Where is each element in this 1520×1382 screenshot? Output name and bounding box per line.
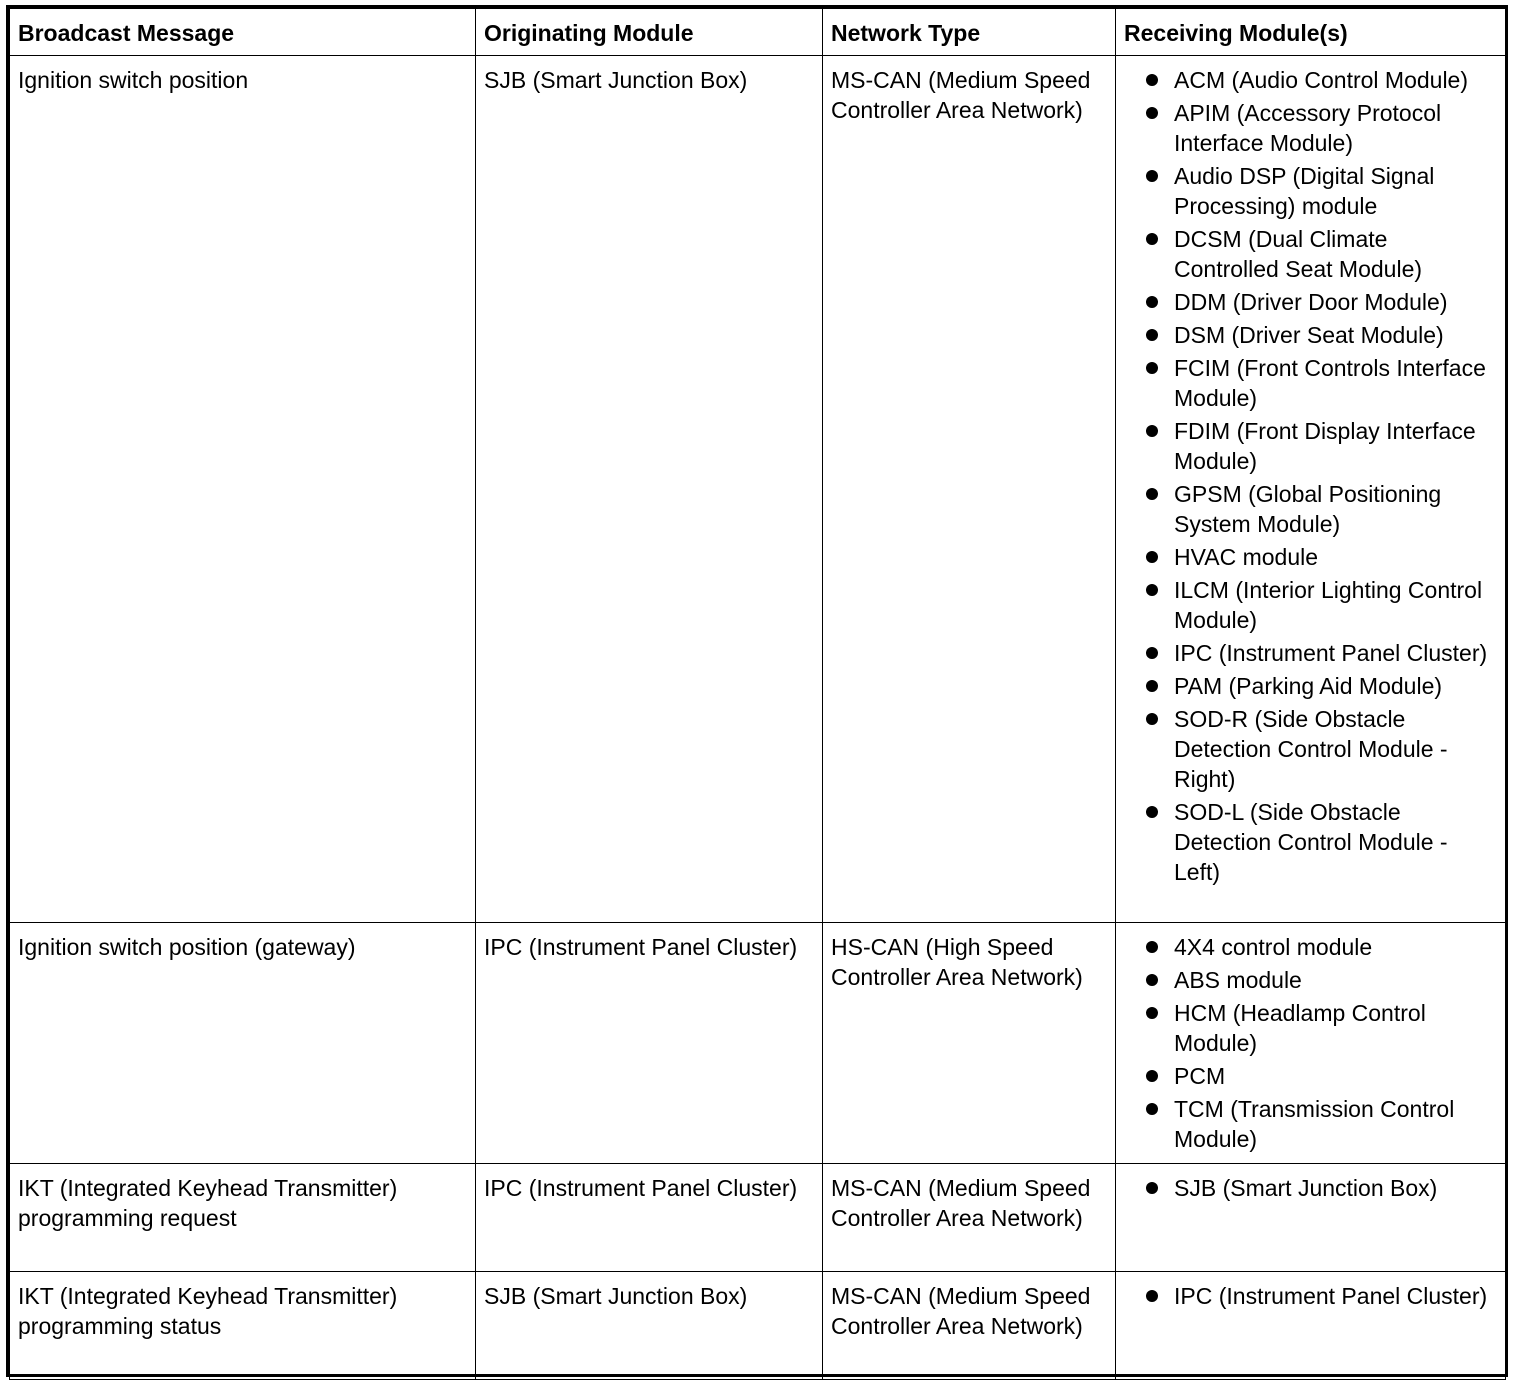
bullet-icon — [1146, 170, 1158, 182]
bullet-icon — [1146, 74, 1158, 86]
bullet-icon — [1146, 680, 1158, 692]
receiving-module-item — [1124, 575, 1497, 635]
network-type-cell: HS-CAN (High Speed Controller Area Network) — [823, 923, 1116, 1164]
receiving-module-item — [1124, 479, 1497, 539]
bullet-icon — [1146, 647, 1158, 659]
originating-module-cell: SJB (Smart Junction Box) — [476, 56, 823, 923]
broadcast-message-cell: Ignition switch position (gateway) — [10, 923, 476, 1164]
receiving-module-label: HVAC module — [1174, 544, 1319, 570]
receiving-module-label: DDM (Driver Door Module) — [1174, 289, 1448, 315]
receiving-module-label: Audio DSP (Digital Signal Processing) module — [1174, 163, 1435, 219]
receiving-module-item — [1124, 965, 1497, 995]
bullet-icon — [1146, 296, 1158, 308]
receiving-module-label: GPSM (Global Positioning System Module) — [1174, 481, 1442, 537]
header-row — [10, 9, 1506, 56]
receiving-modules-cell — [1116, 1272, 1506, 1380]
receiving-module-item — [1124, 1173, 1497, 1203]
bullet-icon — [1146, 1103, 1158, 1115]
bullet-icon — [1146, 1070, 1158, 1082]
bullet-icon — [1146, 329, 1158, 341]
receiving-module-item — [1124, 704, 1497, 794]
originating-module-cell: SJB (Smart Junction Box) — [476, 1272, 823, 1380]
bullet-icon — [1146, 941, 1158, 953]
receiving-module-label: APIM (Accessory Protocol Interface Module) — [1174, 100, 1442, 156]
table-row — [10, 1164, 1506, 1272]
receiving-module-item — [1124, 287, 1497, 317]
receiving-module-label: ILCM (Interior Lighting Control Module) — [1174, 577, 1483, 633]
bullet-icon — [1146, 1290, 1158, 1302]
bullet-icon — [1146, 1182, 1158, 1194]
receiving-modules-cell — [1116, 923, 1506, 1164]
receiving-module-label: DCSM (Dual Climate Controlled Seat Module) — [1174, 226, 1423, 282]
receiving-module-label: IPC (Instrument Panel Cluster) — [1174, 1283, 1488, 1309]
broadcast-message-cell: IKT (Integrated Keyhead Transmitter) programming request — [10, 1164, 476, 1272]
table-row — [10, 1272, 1506, 1380]
receiving-module-label: FCIM (Front Controls Interface Module) — [1174, 355, 1486, 411]
message-table — [9, 8, 1506, 1380]
bullet-icon — [1146, 362, 1158, 374]
receiving-module-item — [1124, 98, 1497, 158]
table-row — [10, 56, 1506, 923]
header-receiving-modules: Receiving Module(s) — [1116, 9, 1506, 56]
originating-module-cell: IPC (Instrument Panel Cluster) — [476, 923, 823, 1164]
broadcast-message-cell: IKT (Integrated Keyhead Transmitter) programming status — [10, 1272, 476, 1380]
receiving-module-item — [1124, 638, 1497, 668]
receiving-module-item — [1124, 998, 1497, 1058]
header-network-type: Network Type — [823, 9, 1116, 56]
receiving-module-label: SJB (Smart Junction Box) — [1174, 1175, 1438, 1201]
receiving-modules-list — [1124, 1281, 1497, 1311]
bullet-icon — [1146, 233, 1158, 245]
receiving-module-item — [1124, 1094, 1497, 1154]
receiving-module-label: TCM (Transmission Control Module) — [1174, 1096, 1455, 1152]
receiving-module-item — [1124, 932, 1497, 962]
receiving-module-item — [1124, 353, 1497, 413]
receiving-modules-list — [1124, 932, 1497, 1154]
receiving-modules-list — [1124, 65, 1497, 887]
receiving-module-item — [1124, 224, 1497, 284]
bullet-icon — [1146, 488, 1158, 500]
receiving-module-label: 4X4 control module — [1174, 934, 1373, 960]
broadcast-message-cell: Ignition switch position — [10, 56, 476, 923]
receiving-module-item — [1124, 320, 1497, 350]
receiving-module-label: SOD-R (Side Obstacle Detection Control Module - Right) — [1174, 706, 1448, 792]
bullet-icon — [1146, 1007, 1158, 1019]
bullet-icon — [1146, 584, 1158, 596]
bullet-icon — [1146, 713, 1158, 725]
receiving-module-item — [1124, 161, 1497, 221]
receiving-module-item — [1124, 542, 1497, 572]
receiving-module-item — [1124, 797, 1497, 887]
receiving-module-label: DSM (Driver Seat Module) — [1174, 322, 1444, 348]
receiving-module-item — [1124, 65, 1497, 95]
receiving-modules-cell — [1116, 1164, 1506, 1272]
table-row — [10, 923, 1506, 1164]
broadcast-message-table — [6, 5, 1508, 1377]
receiving-module-item — [1124, 671, 1497, 701]
receiving-modules-cell — [1116, 56, 1506, 923]
bullet-icon — [1146, 974, 1158, 986]
receiving-module-label: HCM (Headlamp Control Module) — [1174, 1000, 1426, 1056]
receiving-module-item — [1124, 1061, 1497, 1091]
receiving-module-label: PAM (Parking Aid Module) — [1174, 673, 1443, 699]
originating-module-cell: IPC (Instrument Panel Cluster) — [476, 1164, 823, 1272]
network-type-cell: MS-CAN (Medium Speed Controller Area Network) — [823, 1164, 1116, 1272]
receiving-module-item — [1124, 1281, 1497, 1311]
receiving-module-label: PCM — [1174, 1063, 1226, 1089]
receiving-modules-list — [1124, 1173, 1497, 1203]
network-type-cell: MS-CAN (Medium Speed Controller Area Network) — [823, 1272, 1116, 1380]
bullet-icon — [1146, 806, 1158, 818]
network-type-cell: MS-CAN (Medium Speed Controller Area Network) — [823, 56, 1116, 923]
receiving-module-label: IPC (Instrument Panel Cluster) — [1174, 640, 1488, 666]
bullet-icon — [1146, 425, 1158, 437]
header-broadcast-message: Broadcast Message — [10, 9, 476, 56]
receiving-module-label: SOD-L (Side Obstacle Detection Control Module - Left) — [1174, 799, 1448, 885]
header-originating-module: Originating Module — [476, 9, 823, 56]
bullet-icon — [1146, 551, 1158, 563]
receiving-module-label: ABS module — [1174, 967, 1302, 993]
receiving-module-label: ACM (Audio Control Module) — [1174, 67, 1469, 93]
receiving-module-label: FDIM (Front Display Interface Module) — [1174, 418, 1476, 474]
bullet-icon — [1146, 107, 1158, 119]
receiving-module-item — [1124, 416, 1497, 476]
